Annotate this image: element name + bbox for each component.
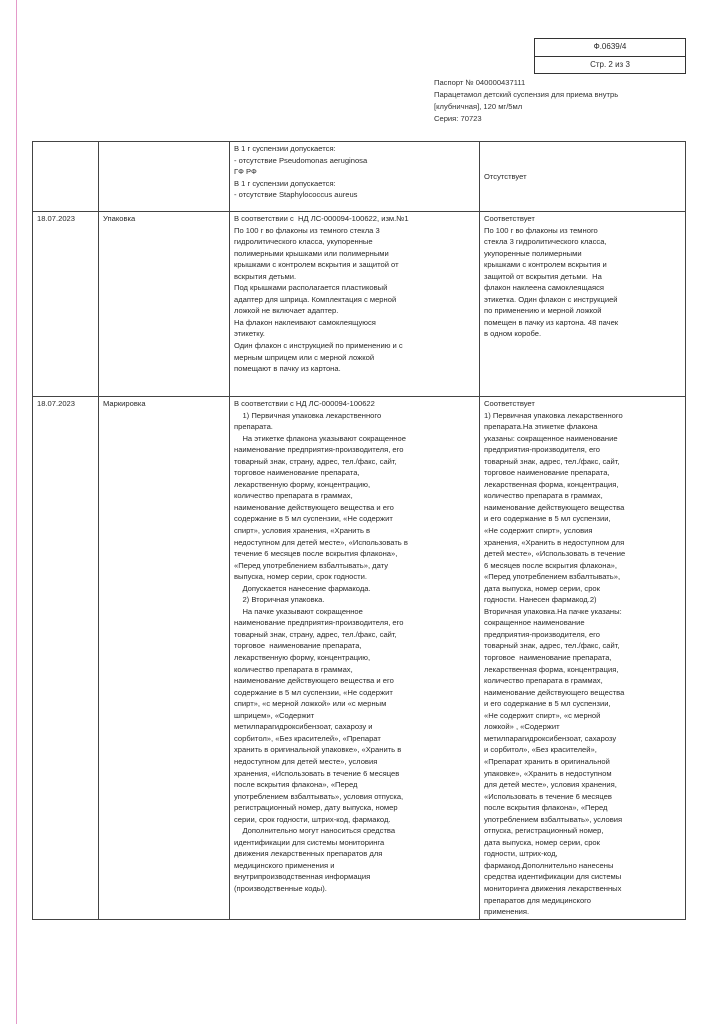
date-cell: 18.07.2023 — [33, 397, 99, 920]
result-line: и его содержание в 5 мл суспензии, — [484, 514, 611, 524]
date-cell — [33, 142, 99, 212]
requirement-line: помещают в пачку из картона. — [234, 364, 341, 374]
requirement-line: торговое наименование препарата, — [234, 468, 360, 478]
result-line: для детей месте», условия хранения, — [484, 780, 617, 790]
result-line: дата выпуска, номер серии, срок — [484, 583, 600, 593]
result-line: упаковке», «Хранить в недоступном — [484, 768, 612, 778]
requirement-line: ложкой не включает адаптер. — [234, 306, 339, 316]
requirement-line: наименование действующего вещества и его — [234, 502, 394, 512]
result-line: предприятия-производителя, его — [484, 445, 601, 455]
result-line: товарный знак, адрес, тел./факс, сайт, — [484, 641, 620, 651]
requirement-line: Допускается нанесение фармакода. — [234, 583, 371, 593]
specification-table — [32, 141, 686, 920]
requirement-line: мерным шприцем или с мерной ложкой — [234, 352, 375, 362]
requirement-cell — [230, 212, 480, 397]
result-line: хранения, «Хранить в недоступном для — [484, 537, 625, 547]
requirement-line: полимерными крышками или полимерными — [234, 248, 389, 258]
series-number: Серия: 70723 — [434, 114, 482, 123]
requirement-line: спирт», «с мерной ложкой» или «с мерным — [234, 699, 387, 709]
result-line: 6 месяцев после вскрытия флакона», — [484, 560, 618, 570]
result-line: торговое наименование препарата, — [484, 653, 612, 663]
result-line: количество препарата в граммах, — [484, 491, 603, 501]
requirement-line: метилпарагидроксибензоат, сахарозу и — [234, 722, 373, 732]
requirement-line: 1) Первичная упаковка лекарственного — [234, 410, 382, 420]
passport-header — [434, 77, 618, 125]
table-row — [33, 142, 686, 212]
result-line: «Использовать в течение 6 месяцев — [484, 791, 612, 801]
requirement-line: этикетку. — [234, 329, 265, 339]
result-line: сокращенное наименование — [484, 618, 585, 628]
result-line: детей месте», «Использовать в течение — [484, 549, 626, 559]
result-line: флакон наклеена самоклеящаяся — [484, 283, 605, 293]
requirement-line: Один флакон с инструкцией по применению и с — [234, 341, 403, 351]
requirement-line: внутрипроизводственная информация — [234, 872, 371, 882]
requirement-line: шприцем», «Содержит — [234, 710, 315, 720]
requirement-line: торговое наименование препарата, — [234, 641, 362, 651]
result-line: ложкой» , «Содержит — [484, 722, 560, 732]
form-number: Ф.0639/4 — [593, 42, 627, 51]
result-line: годности, штрих-код, — [484, 849, 558, 859]
result-cell — [480, 397, 686, 920]
requirement-line: наименование действующего вещества и его — [234, 676, 394, 686]
result-line: препаратов для медицинского — [484, 895, 592, 905]
requirement-line: На пачке указывают сокращенное — [234, 606, 363, 616]
requirement-line: По 100 г во флаконы из темного стекла 3 — [234, 225, 380, 235]
product-name: Парацетамол детский суспензия для приема внутрь — [434, 90, 619, 99]
requirement-line: после вскрытия флакона», «Перед — [234, 780, 358, 790]
result-line: Соответствует — [484, 399, 535, 408]
requirement-line: хранить в оригинальной упаковке», «Хранить в — [234, 745, 402, 755]
requirement-line: выпуска, номер серии, срок годности. — [234, 572, 367, 582]
result-line: торговое наименование препарата, — [484, 468, 610, 478]
requirement-line: хранения, «Использовать в течение 6 месяцев — [234, 768, 400, 778]
result-line: годности. Нанесен фармакод.2) — [484, 595, 597, 605]
requirement-line: недоступном для детей месте», условия — [234, 756, 378, 766]
page-margin-line — [16, 0, 17, 1024]
requirement-line: В 1 г суспензии допускается: — [234, 178, 336, 188]
result-line: «Перед употреблением взбалтывать», — [484, 572, 621, 582]
requirement-line: препарата. — [234, 422, 273, 432]
requirement-line: количество препарата в граммах, — [234, 664, 353, 674]
product-dosage: [клубничная], 120 мг/5мл — [434, 102, 523, 111]
result-line: дата выпуска, номер серии, срок — [484, 837, 600, 847]
result-line: Отсутствует — [484, 171, 527, 181]
result-line: отпуска, регистрационный номер, — [484, 826, 604, 836]
result-line: наименование действующего вещества — [484, 687, 625, 697]
requirement-line: лекарственную форму, концентрацию, — [234, 653, 371, 663]
requirement-line: (производственные коды). — [234, 883, 327, 893]
requirement-line: идентификации для системы мониторинга — [234, 837, 385, 847]
requirement-line: спирт», условия хранения, «Хранить в — [234, 526, 371, 536]
requirement-line: серии, срок годности, штрих-код, фармакод. — [234, 814, 391, 824]
result-line: фармакод.Дополнительно нанесены — [484, 860, 614, 870]
result-line: лекарственная форма, концентрация, — [484, 479, 619, 489]
requirement-line: употреблением взбалтывать», условия отпуска, — [234, 791, 404, 801]
requirement-line: В соответствии с НД ЛС-000094-100622 — [234, 399, 375, 408]
requirement-line: содержание в 5 мл суспензии, «Не содержит — [234, 514, 393, 524]
result-line: средства идентификации для системы — [484, 872, 622, 882]
requirement-line: наименование предприятия-производителя, его — [234, 618, 404, 628]
result-line: этикетка. Один флакон с инструкцией — [484, 294, 618, 304]
requirement-line: движения лекарственных препаратов для — [234, 849, 383, 859]
requirement-line: ГФ РФ — [234, 167, 257, 177]
result-cell — [480, 212, 686, 397]
passport-number: Паспорт № 040000437111 — [434, 78, 526, 87]
requirement-line: регистрационный номер, дату выпуска, номер — [234, 803, 398, 813]
requirement-cell — [230, 397, 480, 920]
requirement-line: содержание в 5 мл суспензии, «Не содержит — [234, 687, 393, 697]
result-line: стекла 3 гидролитического класса, — [484, 237, 607, 247]
result-line: применения. — [484, 907, 530, 917]
requirement-line: крышками с контролем вскрытия и защитой от — [234, 260, 399, 270]
result-line: Вторичная упаковка.На пачке указаны: — [484, 606, 622, 616]
requirement-line: 2) Вторичная упаковка. — [234, 595, 325, 605]
requirement-line: - отсутствие Pseudomonas aeruginosa — [234, 155, 368, 165]
result-line: наименование действующего вещества — [484, 502, 625, 512]
result-line: крышками с контролем вскрытия и — [484, 260, 607, 270]
result-line: по применению и мерной ложкой — [484, 306, 602, 316]
requirement-line: В 1 г суспензии допускается: — [234, 144, 336, 153]
test-name-cell — [99, 142, 230, 212]
result-line: «Не содержит спирт», «с мерной — [484, 710, 601, 720]
result-line: укупоренные полимерными — [484, 248, 582, 258]
result-line: и его содержание в 5 мл суспензии, — [484, 699, 611, 709]
result-line: в одном коробе. — [484, 329, 542, 339]
result-line: помещен в пачку из картона. 48 пачек — [484, 317, 619, 327]
result-line: мониторинга движения лекарственных — [484, 883, 622, 893]
result-line: защитой от вскрытия детьми. На — [484, 271, 602, 281]
result-line: препарата.На этикетке флакона — [484, 422, 598, 432]
requirement-line: недоступном для детей месте», «Использовать в — [234, 537, 408, 547]
result-line: метилпарагидроксибензоат, сахарозу — [484, 733, 617, 743]
test-name-cell: Маркировка — [99, 397, 230, 920]
requirement-line: Дополнительно могут наноситься средства — [234, 826, 396, 836]
requirement-line: товарный знак, страну, адрес, тел./факс, сайт, — [234, 456, 397, 466]
table-row — [33, 397, 686, 920]
requirement-line: гидролитического класса, укупоренные — [234, 237, 373, 247]
requirement-line: адаптер для шприца. Комплектация с мерной — [234, 294, 397, 304]
result-cell — [480, 142, 686, 212]
form-number-box — [534, 38, 686, 74]
result-line: По 100 г во флаконы из темного — [484, 225, 598, 235]
requirement-cell — [230, 142, 480, 212]
result-line: «Не содержит спирт», условия — [484, 526, 593, 536]
result-line: и сорбитол», «Без красителей», — [484, 745, 597, 755]
result-line: 1) Первичная упаковка лекарственного — [484, 410, 623, 420]
page-number: Стр. 2 из 3 — [535, 56, 685, 73]
requirement-line: На флакон наклеивают самоклеящуюся — [234, 317, 376, 327]
requirement-line: количество препарата в граммах, — [234, 491, 353, 501]
result-line: употреблением взбалтывать», условия — [484, 814, 623, 824]
date-cell: 18.07.2023 — [33, 212, 99, 397]
requirement-line: - отсутствие Staphylococcus aureus — [234, 190, 358, 200]
requirement-line: лекарственную форму, концентрацию, — [234, 479, 371, 489]
requirement-line: товарный знак, страну, адрес, тел./факс, сайт, — [234, 629, 397, 639]
requirement-line: В соответствии с НД ЛС-000094-100622, изм.№1 — [234, 214, 409, 223]
requirement-line: «Перед употреблением взбалтывать», дату — [234, 560, 389, 570]
result-line: предприятия-производителя, его — [484, 629, 601, 639]
result-line: после вскрытия флакона», «Перед — [484, 803, 608, 813]
requirement-line: сорбитол», «Без красителей», «Препарат — [234, 733, 381, 743]
result-line: товарный знак, адрес, тел./факс, сайт, — [484, 456, 620, 466]
requirement-line: Под крышками располагается пластиковый — [234, 283, 388, 293]
requirement-line: вскрытия детьми. — [234, 271, 297, 281]
result-line: количество препарата в граммах, — [484, 676, 603, 686]
requirement-line: медицинского применения и — [234, 860, 335, 870]
table-row — [33, 212, 686, 397]
result-line: указаны: сокращенное наименование — [484, 433, 618, 443]
requirement-line: течение 6 месяцев после вскрытия флакона», — [234, 549, 398, 559]
result-line: лекарственная форма, концентрация, — [484, 664, 619, 674]
test-name-cell: Упаковка — [99, 212, 230, 397]
result-line: Соответствует — [484, 214, 535, 223]
requirement-line: На этикетке флакона указывают сокращенное — [234, 433, 406, 443]
result-line: «Препарат хранить в оригинальной — [484, 756, 610, 766]
requirement-line: наименование предприятия-производителя, его — [234, 445, 404, 455]
